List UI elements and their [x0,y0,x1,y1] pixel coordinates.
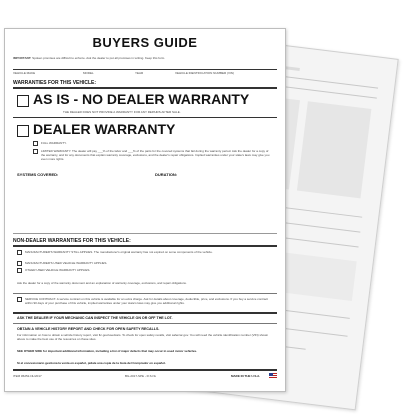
back-column-right [297,101,371,198]
section-rule [13,87,277,89]
duration-label: DURATION: [155,172,178,177]
see-other-side-text: SEE OTHER SIDE for important additional information, including a list of major defects that may occur in used motor vehicles. [17,349,198,353]
full-warranty-checkbox[interactable] [33,141,38,146]
systems-covered-label: SYSTEMS COVERED: [17,172,59,177]
important-text: Spoken promises are difficult to enforce. Ask the dealer to put all promises in writing. Keep this form. [32,56,166,60]
manufacturer-used-warranty-checkbox[interactable] [17,261,22,266]
vehicle-make-label: VEHICLE MAKE [13,71,36,75]
history-text: For information on how to obtain a vehicle history report, visit ftc.gov/usedcars. To check for open safety recalls, visit safercar.gov. You will need the vehicle identification number (VIN) shown above to make the best use of the resources on these sites. [17,333,269,341]
section-rule [13,312,277,314]
non-dealer-heading: NON-DEALER WARRANTIES FOR THIS VEHICLE: [13,238,131,244]
vehicle-vin-label: VEHICLE IDENTIFICATION NUMBER (VIN) [175,71,234,75]
limited-warranty-checkbox[interactable] [33,149,38,154]
dealer-warranty-checkbox[interactable] [17,125,29,137]
as-is-title: AS IS - NO DEALER WARRANTY [33,91,250,107]
footer-form-code: BG-2017-SPE - R.S.NL [125,374,157,378]
buyers-guide-front-page [4,28,286,392]
vehicle-year-label: YEAR [135,71,144,75]
page-title: BUYERS GUIDE [92,35,198,50]
footer-item-number: ITEM #6252-NL/2017 [13,374,42,378]
section-rule [13,245,277,247]
other-used-warranty-text: OTHER USED VEHICLE WARRANTY APPLIES. [25,268,91,272]
footer-rule [13,369,277,371]
inspect-heading: ASK THE DEALER IF YOUR MECHANIC CAN INSPECT THE VEHICLE ON OR OFF THE LOT. [17,316,173,320]
footer-made-in-usa: MADE IN THE U.S.A. [231,374,261,378]
vehicle-model-label: MODEL [83,71,94,75]
us-flag-icon [269,373,277,378]
warranties-heading: WARRANTIES FOR THIS VEHICLE: [13,80,97,86]
service-contract-text: SERVICE CONTRACT. A service contract on this vehicle is available for an extra charge. Ask for details about coverage, deductible, price, and exclusions. If you buy a service contract within 90 days of your purchase of this vehicle, implied warranties under your state's laws may give you additional rights. [25,297,268,305]
manufacturer-warranty-text: MANUFACTURER'S WARRANTY STILL APPLIES. The manufacturer's original warranty has not expired on some components of the vehicle. [25,250,213,254]
important-label: IMPORTANT: [13,56,32,60]
writing-area-rule [13,233,277,234]
ask-dealer-text: Ask the dealer for a copy of the warranty document and an explanation of warranty coverage, exclusions, and repair obligations. [17,281,187,285]
other-used-warranty-checkbox[interactable] [17,268,22,273]
limited-warranty-text: LIMITED WARRANTY. The dealer will pay ___% of the labor and ___% of the parts for the covered systems that fail during the warranty period. Ask the dealer for a copy of the warranty, and for any documents that explain warranty coverage, exclusions, and the dealer's repair obligations. Implied warranties under your state's laws may give you even more rights. [41,149,270,161]
vehicle-fields-rule [13,69,277,70]
as-is-checkbox[interactable] [17,95,29,107]
dealer-warranty-title: DEALER WARRANTY [33,121,176,137]
section-rule [13,117,277,118]
section-rule [13,323,277,324]
manufacturer-used-warranty-text: MANUFACTURER'S USED VEHICLE WARRANTY APPLIES. [25,261,108,265]
manufacturer-warranty-checkbox[interactable] [17,250,22,255]
as-is-text: THE DEALER DOES NOT PROVIDE A WARRANTY FOR ANY REPAIRS AFTER SALE. [63,110,181,114]
section-rule [13,293,277,294]
history-heading: OBTAIN A VEHICLE HISTORY REPORT AND CHECK FOR OPEN SAFETY RECALLS. [17,327,160,331]
full-warranty-label: FULL WARRANTY. [41,141,67,145]
service-contract-checkbox[interactable] [17,297,22,302]
spanish-text: Si el concesionario gestiona la venta en español, pídale una copia de la Guía del Comprador en español. [17,361,166,365]
important-notice [13,56,277,60]
